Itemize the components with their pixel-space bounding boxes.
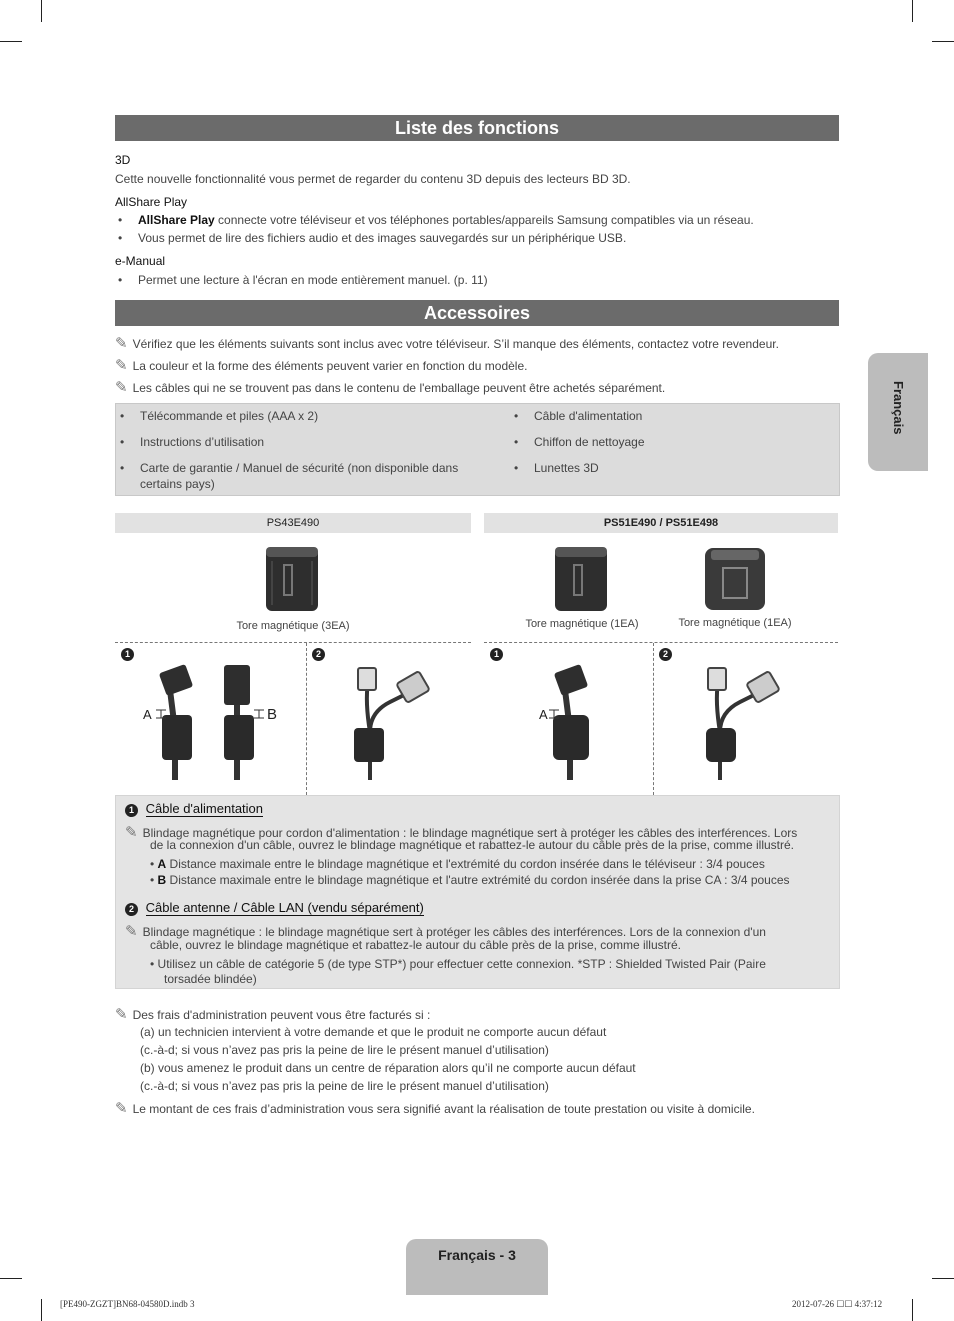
crop-mark	[0, 1278, 22, 1279]
crop-mark	[0, 41, 22, 42]
print-date: 2012-07-26 ☐☐ 4:37:12	[792, 1299, 883, 1309]
text-3d: Cette nouvelle fonctionnalité vous permet de regarder du contenu 3D depuis des lecteurs BD 3D.	[115, 172, 631, 186]
divider	[653, 643, 654, 795]
crop-mark	[932, 41, 954, 42]
antenna-cable-title: 2 Câble antenne / Câble LAN (vendu séparément)	[125, 900, 424, 916]
fee-line: (b) vous amenez le produit dans un centre de réparation alors qu’il ne comporte aucun défaut	[140, 1061, 636, 1075]
note: ✎ Blindage magnétique : le blindage magnétique sert à protéger les câbles des interférences. Lors de la connexion d'un	[125, 922, 766, 940]
divider	[484, 642, 838, 643]
step-number-1: 1	[121, 648, 134, 661]
caption-ferrite-left: Tore magnétique (3EA)	[236, 620, 350, 632]
pencil-icon: ✎	[125, 922, 138, 940]
step-number-2: 2	[312, 648, 325, 661]
antenna-lan-diagram	[340, 662, 440, 782]
list-item: • A Distance maximale entre le blindage magnétique et l'extrémité du cordon insérée dans le téléviseur : 3/4 pouces	[150, 857, 765, 871]
note: ✎ Les câbles qui ne se trouvent pas dans le contenu de l'emballage peuvent être achetés séparément.	[115, 378, 666, 396]
note: ✎ Le montant de ces frais d’administration vous sera signifié avant la réalisation de toute prestation ou visite à domicile.	[115, 1099, 755, 1117]
model-header-left: PS43E490	[115, 513, 471, 533]
language-side-label: Français	[891, 381, 906, 435]
fee-line: (c.-à-d; si vous n’avez pas pris la peine de lire le présent manuel d’utilisation)	[140, 1043, 549, 1057]
ferrite-core-open-image	[703, 546, 767, 612]
crop-mark	[41, 1299, 42, 1321]
heading-allshare: AllShare Play	[115, 195, 188, 209]
label-a: A	[143, 707, 152, 722]
step-number-1: 1	[125, 804, 138, 817]
list-item: • B Distance maximale entre le blindage magnétique et l'autre extrémité du cordon insérée dans la prise CA : 3/4 pouces	[150, 873, 790, 887]
heading-emanual: e-Manual	[115, 254, 166, 268]
file-info: [PE490-ZGZT]BN68-04580D.indb 3	[60, 1299, 195, 1309]
label-b: B	[267, 706, 278, 723]
emanual-text: Permet une lecture à l'écran en mode entièrement manuel. (p. 11)	[138, 273, 488, 287]
fee-line: (c.-à-d; si vous n’avez pas pris la peine de lire le présent manuel d’utilisation)	[140, 1079, 549, 1093]
note: ✎ La couleur et la forme des éléments peuvent varier en fonction du modèle.	[115, 356, 528, 374]
allshare-bold: AllShare Play	[138, 213, 215, 227]
antenna-lan-diagram	[698, 662, 798, 782]
list-item-continued: certains pays)	[140, 477, 215, 491]
note-continued: de la connexion d'un câble, ouvrez le blindage magnétique et rabattez-le autour du câble près de la prise, comme illustré.	[150, 838, 795, 852]
pencil-icon: ✎	[115, 334, 128, 352]
note: ✎ Blindage magnétique pour cordon d'alimentation : le blindage magnétique sert à protéger les câbles des interférences. Lors	[125, 823, 798, 841]
language-side-tab	[868, 353, 928, 471]
crop-mark	[912, 0, 913, 22]
caption-ferrite-right2: Tore magnétique (1EA)	[678, 617, 792, 629]
ferrite-core-image	[552, 543, 610, 615]
caption-ferrite-right1: Tore magnétique (1EA)	[525, 618, 639, 630]
divider	[115, 642, 471, 643]
list-item-continued: torsadée blindée)	[164, 972, 257, 986]
step-number-1: 1	[490, 648, 503, 661]
pencil-icon: ✎	[115, 356, 128, 374]
pencil-icon: ✎	[115, 1099, 128, 1117]
allshare-usb-text: Vous permet de lire des fichiers audio et des images sauvegardés sur un périphérique USB.	[138, 231, 627, 245]
pencil-icon: ✎	[125, 823, 138, 841]
page-number: Français - 3	[438, 1247, 516, 1263]
step-number-2: 2	[659, 648, 672, 661]
crop-mark	[912, 1299, 913, 1321]
label-a: A	[539, 707, 548, 722]
crop-mark	[41, 0, 42, 22]
power-cable-title: 1 Câble d'alimentation	[125, 801, 263, 817]
note-continued: câble, ouvrez le blindage magnétique et rabattez-le autour du câble près de la prise, comme illustré.	[150, 938, 681, 952]
list-item: • Utilisez un câble de catégorie 5 (de type STP*) pour effectuer cette connexion. *STP : Shielded Twisted Pair (Paire	[150, 957, 766, 971]
heading-3d: 3D	[115, 153, 131, 167]
model-header-right: PS51E490 / PS51E498	[484, 513, 838, 533]
divider	[306, 643, 307, 795]
note: ✎ Vérifiez que les éléments suivants sont inclus avec votre téléviseur. S’il manque des éléments, contactez votre revendeur.	[115, 334, 779, 352]
fee-line: (a) un technicien intervient à votre demande et que le produit ne comporte aucun défaut	[140, 1025, 607, 1039]
section-title-accessories: Accessoires	[115, 300, 839, 326]
ferrite-core-image	[262, 543, 322, 615]
step-number-2: 2	[125, 903, 138, 916]
crop-mark	[932, 1278, 954, 1279]
page-number-tab	[406, 1239, 548, 1295]
note: ✎ Des frais d'administration peuvent vous être facturés si :	[115, 1005, 431, 1023]
allshare-text: connecte votre téléviseur et vos téléphones portables/appareils Samsung compatibles via un réseau.	[214, 213, 754, 227]
pencil-icon: ✎	[115, 378, 128, 396]
pencil-icon: ✎	[115, 1005, 128, 1023]
section-title-functions: Liste des fonctions	[115, 115, 839, 141]
